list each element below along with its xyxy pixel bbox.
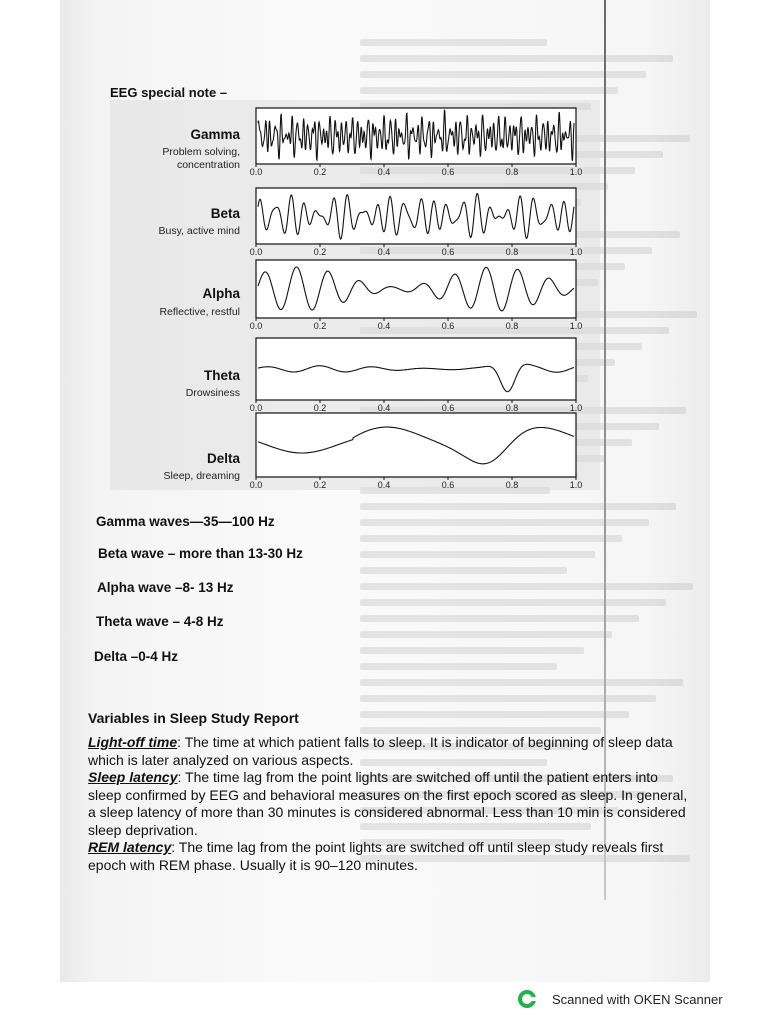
- axis-tick-label: 0.2: [313, 167, 327, 177]
- axis-tick-label: 0.8: [505, 167, 519, 177]
- bleed-through-line: [360, 631, 612, 638]
- eeg-section-title: EEG special note –: [110, 85, 228, 100]
- axis-tick-label: 0.0: [249, 247, 263, 257]
- axis-tick-label: 0.0: [249, 480, 263, 490]
- axis-tick-label: 0.4: [377, 167, 391, 177]
- scanner-logo-icon: [518, 990, 536, 1008]
- scanner-watermark: [518, 990, 723, 1008]
- bleed-through-line: [360, 39, 547, 46]
- axis-tick-label: 1.0: [569, 480, 583, 490]
- wave-desc-beta: Busy, active mind: [158, 225, 240, 237]
- bleed-through-line: [360, 663, 557, 670]
- variables-heading: Variables in Sleep Study Report: [88, 710, 299, 726]
- variable-rem-latency: [88, 839, 688, 874]
- axis-tick-label: 0.6: [441, 321, 455, 331]
- axis-tick-label: 0.6: [441, 480, 455, 490]
- freq-delta: Delta –0-4 Hz: [94, 649, 179, 664]
- bleed-through-line: [360, 615, 639, 622]
- axis-tick-label: 0.4: [377, 247, 391, 257]
- wave-name-delta: Delta: [206, 451, 240, 466]
- freq-alpha: Alpha wave –8- 13 Hz: [97, 580, 234, 595]
- bleed-through-line: [360, 87, 618, 94]
- wave-name-gamma: Gamma: [190, 127, 240, 142]
- bleed-through-line: [360, 679, 683, 686]
- term-rem-latency: REM latency: [88, 839, 172, 855]
- eeg-wave-chart: [60, 95, 710, 495]
- def-sleep-latency: : The time lag from the point lights are switched off until the patient enters into sleep confirmed by EEG and behavioral measures on the first epoch scored as sleep. In general, a sleep latency of more than 30 minutes is considered abnormal. Less than 10 min is considered sleep deprivation.: [88, 769, 688, 838]
- bleed-through-line: [360, 55, 673, 62]
- wave-desc-alpha: Reflective, restful: [159, 306, 240, 318]
- axis-tick-label: 0.0: [249, 403, 263, 413]
- bleed-through-line: [360, 583, 693, 590]
- bleed-through-line: [360, 567, 567, 574]
- scanned-page: [60, 0, 710, 982]
- wave-panel-gamma: [256, 108, 576, 164]
- axis-tick-label: 0.2: [313, 321, 327, 331]
- variable-light-off: [88, 734, 688, 769]
- bleed-through-line: [360, 599, 666, 606]
- wave-name-theta: Theta: [203, 368, 240, 383]
- axis-tick-label: 0.0: [249, 321, 263, 331]
- wave-name-beta: Beta: [210, 206, 240, 221]
- axis-tick-label: 0.4: [377, 321, 391, 331]
- axis-tick-label: 0.6: [441, 247, 455, 257]
- term-sleep-latency: Sleep latency: [88, 769, 178, 785]
- freq-theta: Theta wave – 4-8 Hz: [96, 614, 224, 629]
- wave-desc-gamma: Problem solving, concentration: [162, 146, 240, 171]
- bleed-through-line: [360, 695, 656, 702]
- axis-tick-label: 0.4: [377, 403, 391, 413]
- wave-panel-delta: [256, 413, 576, 477]
- axis-tick-label: 0.6: [441, 167, 455, 177]
- bleed-through-line: [360, 647, 584, 654]
- axis-tick-label: 0.8: [505, 321, 519, 331]
- bleed-through-line: [360, 71, 646, 78]
- axis-tick-label: 1.0: [569, 403, 583, 413]
- axis-tick-label: 1.0: [569, 167, 583, 177]
- scanner-label: Scanned with OKEN Scanner: [552, 991, 723, 1007]
- wave-desc-theta: Drowsiness: [185, 387, 240, 399]
- axis-tick-label: 0.6: [441, 403, 455, 413]
- variable-sleep-latency: [88, 769, 688, 839]
- def-rem-latency: : The time lag from the point lights are switched off until sleep study reveals first epoch with REM phase. Usually it is 90–120 minutes.: [88, 839, 664, 873]
- sleep-variables-section: [88, 710, 688, 874]
- axis-tick-label: 0.8: [505, 247, 519, 257]
- axis-tick-label: 0.0: [249, 167, 263, 177]
- axis-tick-label: 0.8: [505, 403, 519, 413]
- axis-tick-label: 0.2: [313, 480, 327, 490]
- axis-tick-label: 0.2: [313, 247, 327, 257]
- freq-gamma: Gamma waves—35—100 Hz: [96, 514, 275, 529]
- bleed-through-line: [360, 551, 595, 558]
- axis-tick-label: 0.2: [313, 403, 327, 413]
- bleed-through-line: [360, 535, 622, 542]
- bleed-through-line: [360, 503, 676, 510]
- freq-beta: Beta wave – more than 13-30 Hz: [98, 546, 303, 561]
- axis-tick-label: 0.4: [377, 480, 391, 490]
- axis-tick-label: 0.8: [505, 480, 519, 490]
- def-light-off: : The time at which patient falls to sleep. It is indicator of beginning of sleep data which is later analyzed on various aspects.: [88, 734, 673, 768]
- axis-tick-label: 1.0: [569, 321, 583, 331]
- term-light-off: Light-off time: [88, 734, 178, 750]
- wave-desc-delta: Sleep, dreaming: [163, 470, 240, 482]
- axis-tick-label: 1.0: [569, 247, 583, 257]
- wave-name-alpha: Alpha: [202, 286, 240, 301]
